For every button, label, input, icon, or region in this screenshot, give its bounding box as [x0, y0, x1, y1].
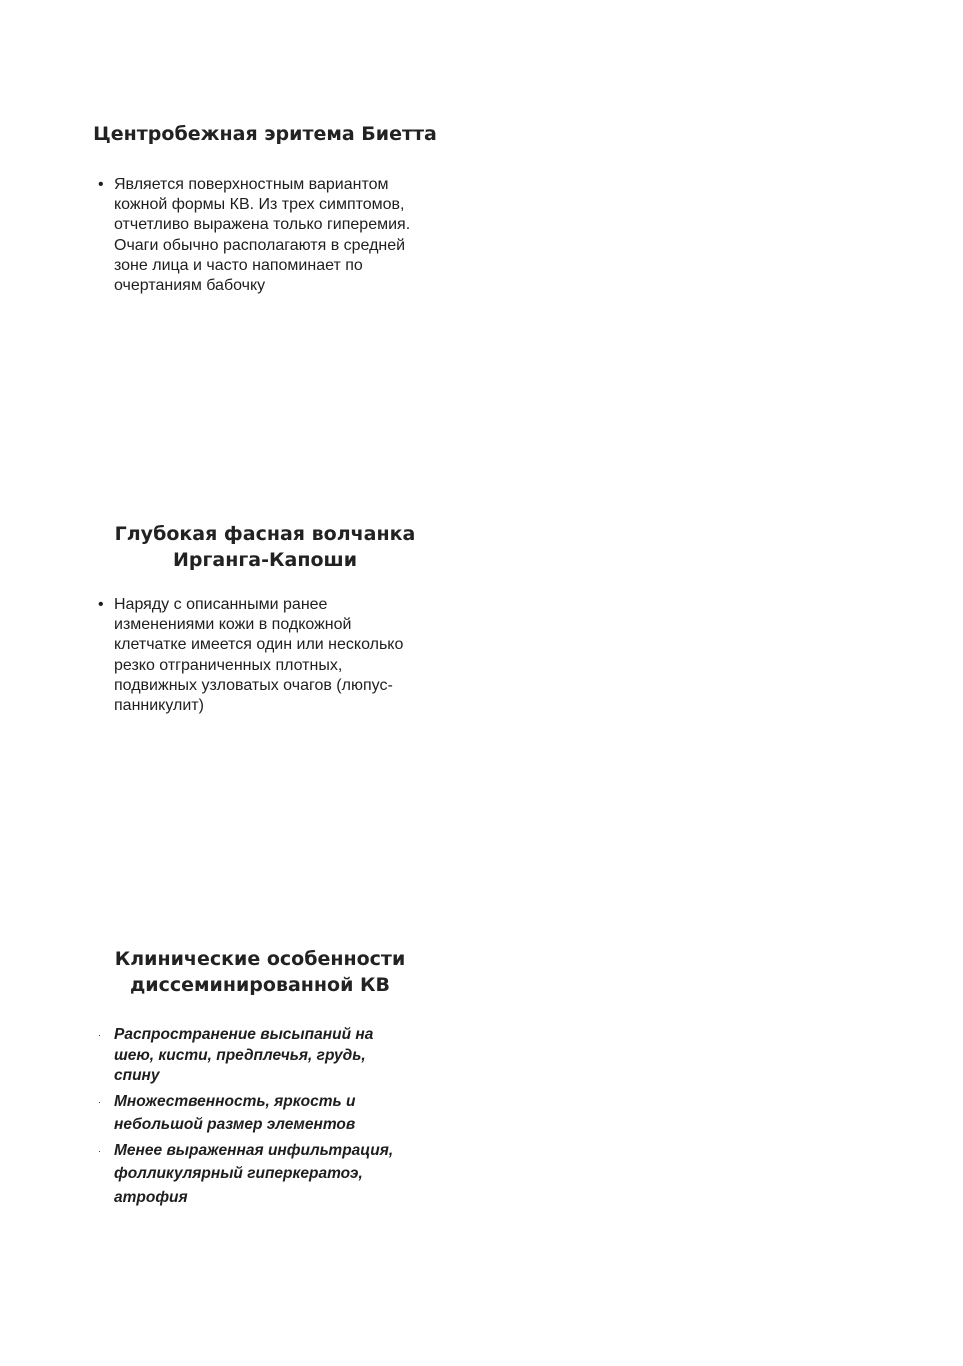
- slide-title: [90, 522, 440, 573]
- slide-title-line: Глубокая фасная волчанка: [114, 523, 416, 545]
- bullet-item: [98, 1141, 428, 1209]
- bullet-marker-icon: •: [98, 596, 104, 613]
- slide-title-line: диссеминированной КВ: [129, 973, 391, 996]
- bullet-marker-icon: ·: [98, 1096, 101, 1107]
- bullet-list: [98, 1025, 428, 1213]
- bullet-item: [98, 1025, 428, 1087]
- bullet-text-line: клетчатке имеется один или несколько: [114, 636, 404, 654]
- slide-title-line: Центробежная эритема Биетта: [93, 123, 437, 145]
- bullet-text-line: кожной формы КВ. Из трех симптомов,: [114, 196, 405, 214]
- bullet-item: [98, 595, 428, 716]
- bullet-item: [98, 175, 428, 296]
- bullet-text-line: Распространение высыпаний на: [114, 1026, 374, 1043]
- bullet-text-line: очертаниям бабочку: [114, 277, 266, 295]
- bullet-list: [98, 595, 428, 716]
- bullet-text-line: отчетливо выражена только гиперемия.: [114, 216, 411, 234]
- bullet-text-line: небольшой размер элементов: [114, 1116, 356, 1133]
- bullet-text-line: подвижных узловатых очагов (люпус-: [114, 676, 393, 694]
- bullet-text-line: Очаги обычно располагаютя в средней: [114, 236, 406, 254]
- bullet-text-line: фолликулярный гиперкератоэ,: [114, 1165, 363, 1182]
- slide-title: [90, 121, 440, 147]
- slide-title: [80, 947, 440, 998]
- bullet-text-line: Множественность, яркость и: [114, 1092, 356, 1110]
- slide-title-line: Ирганга-Капоши: [172, 548, 358, 571]
- bullet-text-line: зоне лица и часто напоминает по: [114, 256, 363, 274]
- bullet-text-line: шею, кисти, предплечья, грудь,: [114, 1046, 366, 1064]
- bullet-text-line: панникулит): [114, 697, 204, 715]
- bullet-text-line: резко отграниченных плотных,: [114, 656, 343, 674]
- bullet-text-line: спину: [114, 1067, 160, 1084]
- slide-title-line: Клинические особенности: [114, 948, 406, 970]
- bullet-text-line: Является поверхностным вариантом: [114, 176, 389, 193]
- bullet-marker-icon: ·: [98, 1145, 101, 1156]
- bullet-marker-icon: •: [98, 176, 104, 193]
- bullet-marker-icon: ·: [98, 1030, 101, 1040]
- bullet-text-line: Наряду с описанными ранее: [114, 596, 328, 613]
- bullet-text-line: изменениями кожи в подкожной: [114, 616, 352, 634]
- bullet-item: [98, 1092, 428, 1136]
- bullet-text-line: Менее выраженная инфильтрация,: [114, 1141, 394, 1159]
- bullet-list: [98, 175, 428, 296]
- bullet-text-line: атрофия: [114, 1188, 188, 1206]
